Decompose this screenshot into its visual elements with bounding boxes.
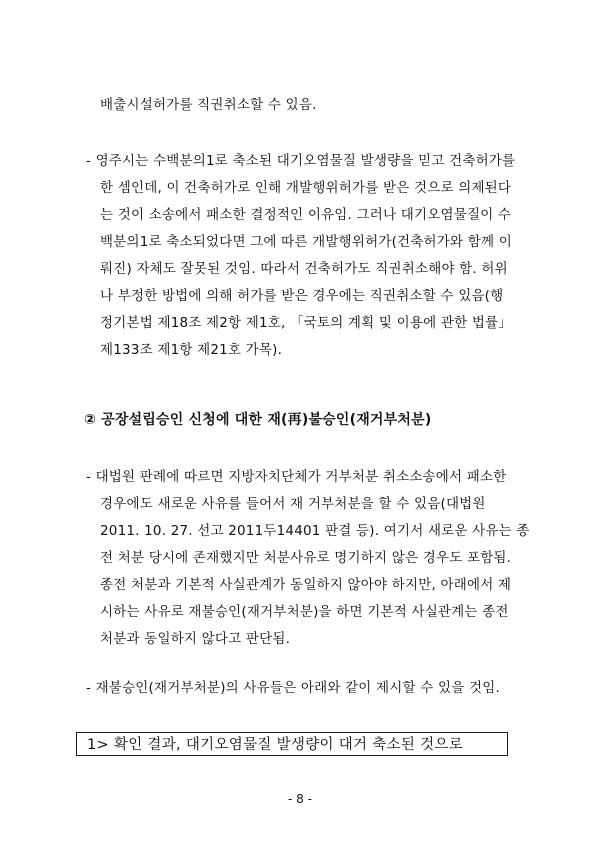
text-line: 처분과 동일하지 않다고 판단됨.: [100, 631, 291, 647]
text-line: 시하는 사유로 재불승인(재거부처분)을 하면 기본적 사실관계는 종전: [100, 604, 509, 620]
text-line: 종전 처분과 기본적 사실관계가 동일하지 않아야 하지만, 아래에서 제: [100, 577, 512, 593]
text-line: 2011. 10. 27. 선고 2011두14401 판결 등). 여기서 새로운 사유는 종: [100, 523, 530, 539]
text-line: 전 처분 당시에 존재했지만 처분사유로 명기하지 않은 경우도 포함됨.: [100, 550, 512, 566]
boxed-heading: 1> 확인 결과, 대기오염물질 발생량이 대거 축소된 것으로: [76, 732, 508, 756]
text-line: 제133조 제1항 제21호 가목).: [100, 342, 283, 358]
text-line: - 영주시는 수백분의1로 축소된 대기오염물질 발생량을 믿고 건축허가를: [86, 153, 516, 169]
text-line: 한 셈인데, 이 건축허가로 인해 개발행위허가를 받은 것으로 의제된다: [100, 180, 512, 196]
page-number: - 8 -: [288, 792, 312, 806]
text-line: 는 것이 소송에서 패소한 결정적인 이유임. 그러나 대기오염물질이 수: [100, 207, 512, 223]
text-line: 정기본법 제18조 제2항 제1호, 「국토의 계획 및 이용에 관한 법률」: [100, 315, 513, 331]
text-line: 뤄진) 자체도 잘못된 것임. 따라서 건축허가도 직권취소해야 함. 허위: [100, 261, 508, 277]
text-line: 경우에도 새로운 사유를 들어서 재 거부처분을 할 수 있음(대법원: [100, 496, 486, 512]
text-line: - 재불승인(재거부처분)의 사유들은 아래와 같이 제시할 수 있을 것임.: [86, 680, 500, 696]
section-heading: ② 공장설립승인 신청에 대한 재(再)불승인(재거부처분): [84, 412, 432, 428]
text-line: 배출시설허가를 직권취소할 수 있음.: [100, 97, 317, 113]
text-line: - 대법원 판례에 따르면 지방자치단체가 거부처분 취소소송에서 패소한: [86, 469, 507, 485]
text-line: 백분의1로 축소되었다면 그에 따른 개발행위허가(건축허가와 함께 이: [100, 234, 512, 250]
text-line: 나 부정한 방법에 의해 허가를 받은 경우에는 직권취소할 수 있음(행: [100, 288, 504, 304]
